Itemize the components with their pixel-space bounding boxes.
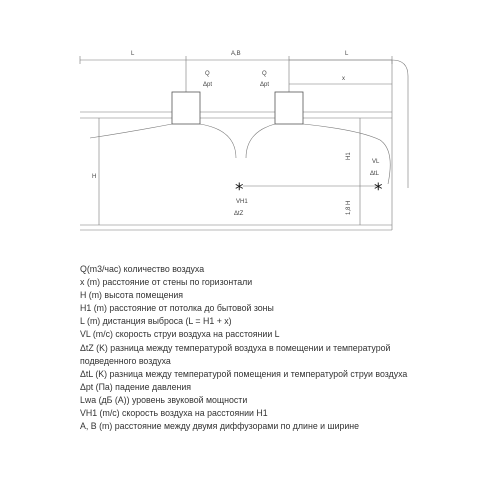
label-Q-left: Q <box>205 71 210 77</box>
label-H1: H1 <box>346 152 352 160</box>
label-dpt-left: Δpt <box>203 82 213 88</box>
label-x: x <box>342 76 345 82</box>
legend-item: Lwa (дБ (A)) уровень звуковой мощности <box>80 394 248 405</box>
legend-item: Δpt (Па) падение давления <box>80 381 192 392</box>
legend-item: ΔtZ (K) разница между температурой воздуха в помещении и температурой подведенного воздуха <box>80 342 391 366</box>
legend-item: A, B (m) расстояние между двумя диффузорами по длине и ширине <box>80 421 360 432</box>
legend-item: Q(m3/час) количество воздуха <box>80 264 205 274</box>
legend-item: VL (m/c) скорость струи воздуха на расстоянии L <box>80 329 280 340</box>
label-L-right: L <box>345 51 349 57</box>
label-AB: A,B <box>231 51 241 57</box>
label-Q-right: Q <box>262 71 267 77</box>
legend-item: H (m) высота помещения <box>80 290 184 301</box>
label-dtZ: ΔtZ <box>234 211 244 217</box>
legend-item: L (m) дистанция выброса (L = H1 + x) <box>80 316 232 327</box>
legend-item: ΔtL (K) разница между температурой помещения и температурой струи воздуха <box>80 368 408 379</box>
measurement-point-left: * <box>235 180 244 200</box>
label-VH1: VH1 <box>236 199 248 205</box>
label-L-left: L <box>131 51 135 57</box>
diffuser-left <box>172 92 200 124</box>
legend-item: x (m) расстояние от стены по горизонтали <box>80 277 253 288</box>
label-VL: VL <box>372 159 380 165</box>
legend-item: VH1 (m/c) скорость воздуха на расстоянии H1 <box>80 408 268 419</box>
label-H1-lower: 1,8 H <box>346 200 352 215</box>
diffuser-right <box>275 92 303 124</box>
label-H: H <box>92 174 97 180</box>
label-dtL: ΔtL <box>370 171 380 177</box>
label-dpt-right: Δpt <box>260 82 270 88</box>
legend-item: H1 (m) расстояние от потолка до бытовой зоны <box>80 303 274 314</box>
measurement-point-right: * <box>374 180 383 200</box>
legend <box>80 263 440 433</box>
